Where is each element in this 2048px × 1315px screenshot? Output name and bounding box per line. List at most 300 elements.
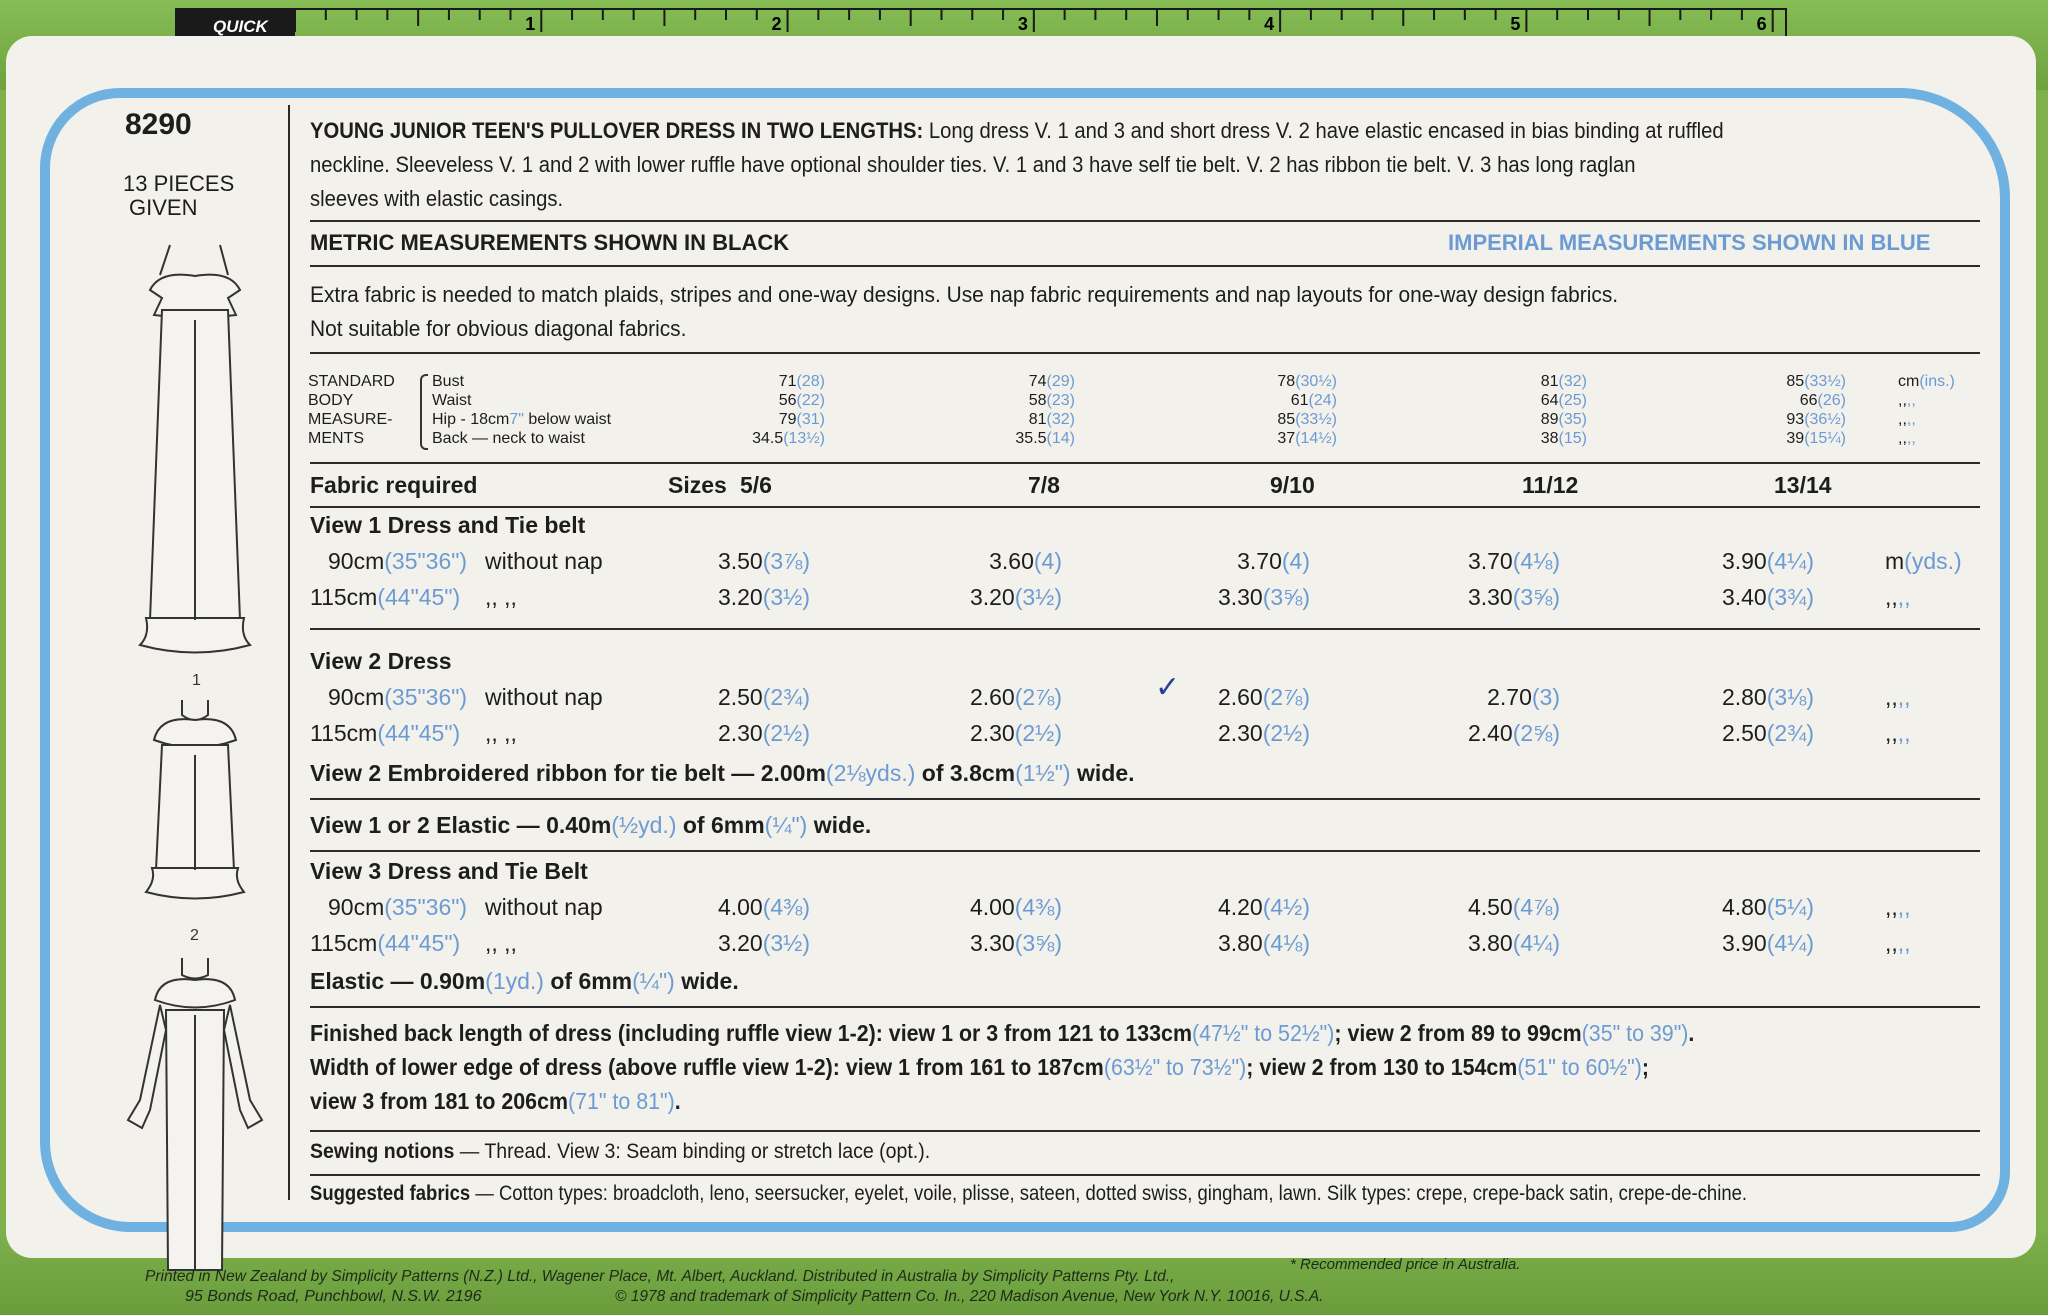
bm-value-imperial: (15) bbox=[1558, 430, 1587, 447]
elastic12-post: wide. bbox=[807, 812, 872, 838]
view3-amount-metric: 4.00 bbox=[717, 894, 763, 920]
view3-unit-metric: ,, bbox=[1885, 894, 1898, 920]
view1-amount bbox=[970, 584, 1062, 611]
finished-measurements bbox=[310, 1016, 1694, 1118]
view2-amount-metric: 2.60 bbox=[1217, 684, 1263, 710]
bm-value bbox=[1277, 410, 1337, 429]
rule-11 bbox=[310, 1174, 1980, 1176]
pieces-line2: GIVEN bbox=[129, 195, 198, 220]
footer-price: * Recommended price in Australia. bbox=[1290, 1256, 1521, 1273]
view2-unit-metric: ,, bbox=[1885, 720, 1898, 746]
bm-value-metric: 85 bbox=[1277, 411, 1296, 428]
view2-amount-imperial: (2¾) bbox=[1766, 720, 1814, 746]
rule-6 bbox=[310, 628, 1980, 630]
view2-amount bbox=[1468, 720, 1560, 747]
view1-amount bbox=[1468, 584, 1560, 611]
bm-row-labels bbox=[432, 372, 611, 448]
view2-amount bbox=[1722, 720, 1814, 747]
fin3a: view 3 from 181 to 206cm bbox=[310, 1088, 569, 1114]
view2-amount-imperial: (2⅝) bbox=[1512, 720, 1560, 746]
bm-value-metric: 79 bbox=[778, 411, 797, 428]
elastic3-pre: Elastic — 0.90m bbox=[310, 968, 486, 994]
view3-nap: without nap bbox=[485, 894, 603, 920]
bm-value bbox=[1786, 372, 1846, 391]
view2-amount-metric: 2.70 bbox=[1487, 684, 1532, 710]
bm-value-metric: 81 bbox=[1028, 411, 1047, 428]
view2-amount-imperial: (2⅞) bbox=[1014, 684, 1062, 710]
notions-label: Sewing notions bbox=[310, 1140, 455, 1163]
view1-heading: View 1 Dress and Tie belt bbox=[310, 512, 586, 538]
view3-amount-metric: 4.80 bbox=[1721, 894, 1767, 920]
view3-width bbox=[328, 894, 467, 921]
view3-unit-metric: ,, bbox=[1885, 930, 1898, 956]
bm-value-imperial: (35) bbox=[1558, 411, 1587, 428]
view3-elastic bbox=[310, 968, 739, 995]
bm-value-metric: 38 bbox=[1540, 430, 1559, 447]
view1-unit bbox=[1885, 548, 1962, 575]
bm-value-imperial: (25) bbox=[1558, 392, 1587, 409]
bm-brace bbox=[420, 374, 428, 450]
bm-value-metric: 37 bbox=[1277, 430, 1296, 447]
ruler-inch-label: 6 bbox=[1756, 14, 1767, 34]
bm-value-imperial: (23) bbox=[1046, 392, 1075, 409]
bm-value bbox=[752, 429, 825, 448]
ruler-inch-label: 5 bbox=[1510, 14, 1521, 34]
suggested-fabrics bbox=[310, 1182, 1747, 1206]
description bbox=[310, 114, 1724, 216]
view1-amount bbox=[718, 548, 810, 575]
view3-nap: ,, ,, bbox=[485, 930, 517, 956]
view3-dress-drawing bbox=[128, 958, 262, 1270]
bm-back-label: Back — neck to waist bbox=[432, 430, 585, 447]
view1-amount bbox=[1468, 548, 1560, 575]
description-title: YOUNG JUNIOR TEEN'S PULLOVER DRESS IN TWO LENGTHS: bbox=[310, 118, 924, 143]
fabric-note-line1: Extra fabric is needed to match plaids, stripes and one-way designs. Use nap fabric requirements and nap layouts for one-way design fabrics. bbox=[310, 282, 1619, 307]
bm-value bbox=[1015, 429, 1075, 448]
elastic12-blue1: (½yd.) bbox=[611, 812, 677, 838]
metric-header: METRIC MEASUREMENTS SHOWN IN BLACK bbox=[310, 230, 790, 255]
view1-amount-imperial: (3½) bbox=[762, 584, 810, 610]
check-mark: ✓ bbox=[1155, 671, 1181, 704]
rule-1 bbox=[310, 220, 1980, 222]
view1-amount bbox=[718, 584, 810, 611]
view3-unit bbox=[1885, 894, 1911, 921]
ruler-inch-label: 2 bbox=[771, 14, 782, 34]
ribbon-post: wide. bbox=[1070, 760, 1135, 786]
bm-value-imperial: (30½) bbox=[1295, 373, 1337, 390]
view3-heading: View 3 Dress and Tie Belt bbox=[310, 858, 588, 884]
rule-8 bbox=[310, 850, 1980, 852]
bm-value-imperial: (15¼) bbox=[1804, 430, 1846, 447]
rule-5 bbox=[310, 506, 1980, 508]
elastic12-mid: of 6mm bbox=[676, 812, 765, 838]
size-header: 7/8 bbox=[1028, 472, 1060, 498]
view1-amount-metric: 3.20 bbox=[717, 584, 763, 610]
bm-value bbox=[1029, 372, 1075, 391]
view1-label: 1 bbox=[192, 672, 201, 689]
bm-value-metric: 61 bbox=[1290, 392, 1309, 409]
bm-value-metric: 39 bbox=[1786, 430, 1805, 447]
view2-unit bbox=[1885, 720, 1911, 747]
view2-amount-metric: 2.50 bbox=[1721, 720, 1767, 746]
bm-value bbox=[1541, 429, 1587, 448]
envelope-content bbox=[60, 100, 1990, 1220]
ruler-inch-label: 3 bbox=[1017, 14, 1028, 34]
view1-amount bbox=[1722, 548, 1814, 575]
view1-amount-metric: 3.70 bbox=[1467, 548, 1513, 574]
bm-value-imperial: (29) bbox=[1046, 373, 1075, 390]
column-divider bbox=[288, 105, 290, 1200]
view1-unit-imperial: (yds.) bbox=[1904, 548, 1962, 574]
ribbon-pre: View 2 Embroidered ribbon for tie belt — 2.00m bbox=[310, 760, 826, 786]
description-line1: Long dress V. 1 and 3 and short dress V. 2 have elastic encased in bias binding at ruffled bbox=[928, 118, 1724, 143]
view3-amount-metric: 3.30 bbox=[969, 930, 1015, 956]
imperial-header: IMPERIAL MEASUREMENTS SHOWN IN BLUE bbox=[1448, 230, 1931, 255]
view1-unit-imperial: ,, bbox=[1897, 584, 1911, 610]
view2-nap: without nap bbox=[485, 684, 603, 710]
elastic3-blue1: (1yd.) bbox=[485, 968, 544, 994]
bm-value-imperial: (22) bbox=[796, 392, 825, 409]
view1-width bbox=[310, 584, 460, 611]
view3-amount bbox=[1468, 894, 1560, 921]
view3-amount bbox=[718, 894, 810, 921]
bm-value-imperial: (14½) bbox=[1295, 430, 1337, 447]
size-header: 5/6 bbox=[740, 472, 772, 498]
view1-amount-imperial: (3⅝) bbox=[1512, 584, 1560, 610]
view1-amount-imperial: (4⅛) bbox=[1512, 548, 1560, 574]
finished-line2 bbox=[310, 1050, 1694, 1084]
view2-heading: View 2 Dress bbox=[310, 648, 452, 674]
view2-amount bbox=[1218, 684, 1310, 711]
view3-unit-imperial: ,, bbox=[1897, 930, 1911, 956]
bm-value-imperial: (36½) bbox=[1804, 411, 1846, 428]
bm-value bbox=[1541, 410, 1587, 429]
view2-amount bbox=[970, 684, 1062, 711]
fabrics-text: — Cotton types: broadcloth, leno, seersucker, eyelet, voile, plisse, sateen, dotted swiss, gingham, lawn. Silk types: crepe, crepe-back satin, crepe-de-chine. bbox=[470, 1182, 1748, 1205]
view1-amount-metric: 3.40 bbox=[1721, 584, 1767, 610]
fabrics-label: Suggested fabrics bbox=[310, 1182, 471, 1205]
view3-width-metric: 115cm bbox=[310, 930, 378, 956]
view1-nap: ,, ,, bbox=[485, 584, 517, 610]
view3-amount bbox=[1468, 930, 1560, 957]
fin1e: . bbox=[1688, 1020, 1695, 1046]
bm-unit-imperial: (ins.) bbox=[1919, 373, 1955, 390]
pieces-line1: 13 PIECES bbox=[123, 171, 235, 196]
pattern-number: 8290 bbox=[125, 108, 192, 141]
view2-amount-metric: 2.40 bbox=[1467, 720, 1513, 746]
view2-amount-metric: 2.30 bbox=[717, 720, 763, 746]
bm-value-imperial: (33½) bbox=[1804, 373, 1846, 390]
bm-hip-label bbox=[432, 410, 611, 429]
bm-value bbox=[1541, 391, 1587, 410]
view3-amount bbox=[970, 894, 1062, 921]
elastic12-pre: View 1 or 2 Elastic — 0.40m bbox=[310, 812, 612, 838]
bm-unit-metric: ,, bbox=[1898, 411, 1907, 428]
bm-value-imperial: (14) bbox=[1046, 430, 1075, 447]
bm-waist-label: Waist bbox=[432, 392, 472, 409]
view2-amount-imperial: (3⅛) bbox=[1766, 684, 1814, 710]
fin2d: (51" to 60½") bbox=[1517, 1054, 1642, 1080]
view3-unit bbox=[1885, 930, 1911, 957]
elastic3-blue2: (¼") bbox=[632, 968, 675, 994]
view1-width-imperial: (35"36") bbox=[384, 548, 468, 574]
view1-unit bbox=[1885, 584, 1911, 611]
view3-amount bbox=[718, 930, 810, 957]
view1-amount-imperial: (3½) bbox=[1014, 584, 1062, 610]
bm-unit-metric: ,, bbox=[1898, 392, 1907, 409]
view2-nap: ,, ,, bbox=[485, 720, 517, 746]
ribbon-mid: of 3.8cm bbox=[915, 760, 1016, 786]
view1-amount-imperial: (4) bbox=[1033, 548, 1062, 574]
view1-amount-metric: 3.60 bbox=[989, 548, 1034, 574]
view3-width bbox=[310, 930, 460, 957]
view2-amount bbox=[970, 720, 1062, 747]
view3-amount bbox=[1722, 894, 1814, 921]
view3-unit-imperial: ,, bbox=[1897, 894, 1911, 920]
view3-amount-imperial: (4⅜) bbox=[1014, 894, 1062, 920]
fin2b: (63½" to 73½") bbox=[1103, 1054, 1247, 1080]
view2-amount-imperial: (2⅞) bbox=[1262, 684, 1310, 710]
fin1b: (47½" to 52½") bbox=[1191, 1020, 1335, 1046]
fin3c: . bbox=[674, 1088, 681, 1114]
fin2c: ; view 2 from 130 to 154cm bbox=[1246, 1054, 1518, 1080]
fin2a: Width of lower edge of dress (above ruffle view 1-2): view 1 from 161 to 187cm bbox=[310, 1054, 1104, 1080]
view1-amount-metric: 3.20 bbox=[969, 584, 1015, 610]
bm-value-metric: 85 bbox=[1786, 373, 1805, 390]
rule-10 bbox=[310, 1130, 1980, 1132]
bm-hip-pre: Hip - 18cm bbox=[432, 411, 510, 428]
bm-label-line: STANDARD bbox=[308, 373, 395, 390]
bm-value-metric: 71 bbox=[778, 373, 797, 390]
elastic12-blue2: (¼") bbox=[764, 812, 808, 838]
view3-amount-imperial: (4⅛) bbox=[1262, 930, 1310, 956]
fin1a: Finished back length of dress (including ruffle view 1-2): view 1 or 3 from 121 to 133cm bbox=[310, 1020, 1192, 1046]
view3-amount-metric: 4.20 bbox=[1217, 894, 1263, 920]
view1-amount-imperial: (4¼) bbox=[1766, 548, 1814, 574]
fin3b: (71" to 81") bbox=[568, 1088, 675, 1114]
view2-amount bbox=[1487, 684, 1560, 711]
view1-amount-metric: 3.90 bbox=[1721, 548, 1767, 574]
view1-unit-metric: m bbox=[1885, 548, 1905, 574]
fin1c: ; view 2 from 89 to 99cm bbox=[1334, 1020, 1582, 1046]
view2-label: 2 bbox=[190, 927, 199, 944]
view2-unit-metric: ,, bbox=[1885, 684, 1898, 710]
view3-width-imperial: (44"45") bbox=[377, 930, 461, 956]
bm-value bbox=[779, 410, 825, 429]
view2-amount-metric: 2.80 bbox=[1721, 684, 1767, 710]
view3-amount-metric: 3.80 bbox=[1467, 930, 1513, 956]
sewing-notions bbox=[310, 1140, 930, 1164]
view3-amount-imperial: (4⅞) bbox=[1512, 894, 1560, 920]
view2-width bbox=[328, 684, 467, 711]
view1-width-metric: 90cm bbox=[328, 548, 385, 574]
bm-value-metric: 34.5 bbox=[752, 430, 784, 447]
finished-line1 bbox=[310, 1016, 1694, 1050]
bm-unit-imperial: ,, bbox=[1906, 411, 1916, 428]
bm-value bbox=[1291, 391, 1337, 410]
bm-bust-label: Bust bbox=[432, 373, 465, 390]
view2-unit-imperial: ,, bbox=[1897, 720, 1911, 746]
bm-value bbox=[1277, 372, 1337, 391]
fin2e: ; bbox=[1641, 1054, 1650, 1080]
bm-value bbox=[1277, 429, 1337, 448]
bm-value-imperial: (26) bbox=[1817, 392, 1846, 409]
bm-hip-blue: 7" bbox=[509, 411, 524, 428]
view1-width bbox=[328, 548, 467, 575]
bm-value-imperial: (13½) bbox=[783, 430, 825, 447]
bm-unit-imperial: ,, bbox=[1906, 392, 1916, 409]
bm-unit bbox=[1898, 372, 1955, 391]
ribbon-blue2: (1½") bbox=[1015, 760, 1071, 786]
fabric-note-line2: Not suitable for obvious diagonal fabrics. bbox=[310, 316, 687, 341]
bm-unit bbox=[1898, 391, 1916, 410]
bm-unit-imperial: ,, bbox=[1906, 430, 1916, 447]
finished-line3 bbox=[310, 1084, 1694, 1118]
view3-amount bbox=[970, 930, 1062, 957]
rule-9 bbox=[310, 1006, 1980, 1008]
rule-4 bbox=[310, 462, 1980, 464]
rule-2 bbox=[310, 265, 1980, 267]
bm-value-imperial: (32) bbox=[1046, 411, 1075, 428]
view3-amount-metric: 3.20 bbox=[717, 930, 763, 956]
view1-amount-imperial: (4) bbox=[1281, 548, 1310, 574]
bm-unit-metric: ,, bbox=[1898, 430, 1907, 447]
bm-hip-post: below waist bbox=[523, 411, 612, 428]
view3-width-imperial: (35"36") bbox=[384, 894, 468, 920]
view3-amount-metric: 3.90 bbox=[1721, 930, 1767, 956]
bm-value-metric: 74 bbox=[1028, 373, 1047, 390]
bm-value-metric: 66 bbox=[1799, 392, 1818, 409]
view3-amount-imperial: (5¼) bbox=[1766, 894, 1814, 920]
bm-label-line: BODY bbox=[308, 392, 354, 409]
notions-text: — Thread. View 3: Seam binding or stretch lace (opt.). bbox=[454, 1140, 931, 1163]
ribbon-blue1: (2⅛yds.) bbox=[825, 760, 916, 786]
bm-value-metric: 89 bbox=[1540, 411, 1559, 428]
view2-width-imperial: (44"45") bbox=[377, 720, 461, 746]
bm-value-metric: 35.5 bbox=[1015, 430, 1047, 447]
bm-value-metric: 64 bbox=[1540, 392, 1559, 409]
view3-amount-imperial: (4½) bbox=[1262, 894, 1310, 920]
view2-unit bbox=[1885, 684, 1911, 711]
bm-unit bbox=[1898, 410, 1916, 429]
view1-amount-imperial: (3⅝) bbox=[1262, 584, 1310, 610]
footer-line2-right: © 1978 and trademark of Simplicity Pattern Co. In., 220 Madison Avenue, New York N.Y. 10016, U.S.A. bbox=[615, 1288, 1324, 1305]
bm-value-metric: 78 bbox=[1277, 373, 1296, 390]
view1-dress-drawing bbox=[140, 245, 250, 653]
bm-value-imperial: (31) bbox=[796, 411, 825, 428]
view1-amount-imperial: (3¾) bbox=[1766, 584, 1814, 610]
view1-amount bbox=[1722, 584, 1814, 611]
view3-amount-metric: 4.00 bbox=[969, 894, 1015, 920]
bm-value bbox=[1786, 429, 1846, 448]
view2-amount-metric: 2.60 bbox=[969, 684, 1015, 710]
bm-value-metric: 56 bbox=[778, 392, 797, 409]
bm-value-imperial: (24) bbox=[1308, 392, 1337, 409]
view2-unit-imperial: ,, bbox=[1897, 684, 1911, 710]
view3-amount-imperial: (3⅝) bbox=[1014, 930, 1062, 956]
bm-value-imperial: (33½) bbox=[1295, 411, 1337, 428]
view1-amount bbox=[1218, 584, 1310, 611]
bm-value bbox=[1029, 410, 1075, 429]
view1-width-metric: 115cm bbox=[310, 584, 378, 610]
elastic3-post: wide. bbox=[674, 968, 739, 994]
view1-amount-metric: 3.50 bbox=[717, 548, 763, 574]
view2-amount bbox=[1722, 684, 1814, 711]
view2-width bbox=[310, 720, 460, 747]
rule-3 bbox=[310, 352, 1980, 354]
view3-amount-imperial: (4¼) bbox=[1512, 930, 1560, 956]
view2-ribbon bbox=[310, 760, 1135, 787]
bm-value-imperial: (32) bbox=[1558, 373, 1587, 390]
elastic3-mid: of 6mm bbox=[543, 968, 633, 994]
view3-amount-imperial: (4¼) bbox=[1766, 930, 1814, 956]
view1-amount-metric: 3.30 bbox=[1467, 584, 1513, 610]
elastic-view12 bbox=[310, 812, 871, 839]
size-header: 11/12 bbox=[1522, 472, 1579, 498]
bm-value bbox=[1541, 372, 1587, 391]
view3-amount bbox=[1722, 930, 1814, 957]
view3-amount-metric: 4.50 bbox=[1467, 894, 1513, 920]
view1-amount-imperial: (3⅞) bbox=[762, 548, 810, 574]
view2-amount bbox=[718, 720, 810, 747]
view2-width-metric: 90cm bbox=[328, 684, 385, 710]
view3-amount-imperial: (4⅜) bbox=[762, 894, 810, 920]
bm-unit-metric: cm bbox=[1898, 373, 1920, 390]
bm-value bbox=[1029, 391, 1075, 410]
view2-amount-metric: 2.50 bbox=[717, 684, 763, 710]
bm-value-imperial: (28) bbox=[796, 373, 825, 390]
standard-body-measurements-label bbox=[308, 372, 395, 448]
size-header: 9/10 bbox=[1270, 472, 1315, 498]
view3-amount-imperial: (3½) bbox=[762, 930, 810, 956]
rule-7 bbox=[310, 798, 1980, 800]
footer-line1: Printed in New Zealand by Simplicity Patterns (N.Z.) Ltd., Wagener Place, Mt. Albert, Auckland. Distributed in Australia by Simplicity Patterns Pty. Ltd., bbox=[145, 1268, 1175, 1285]
fabric-note bbox=[310, 278, 1618, 346]
ruler-inch-label: 4 bbox=[1264, 14, 1275, 34]
view2-amount-imperial: (3) bbox=[1531, 684, 1560, 710]
bm-label-line: MEASURE- bbox=[308, 411, 393, 428]
view1-unit-metric: ,, bbox=[1885, 584, 1898, 610]
dress-view-illustrations bbox=[120, 240, 270, 1280]
view2-width-metric: 115cm bbox=[310, 720, 378, 746]
view3-amount bbox=[1218, 894, 1310, 921]
ruler-label-top: QUICK bbox=[213, 17, 268, 36]
view2-amount-metric: 2.30 bbox=[969, 720, 1015, 746]
fin1d: (35" to 39") bbox=[1581, 1020, 1689, 1046]
view2-amount-imperial: (2¾) bbox=[762, 684, 810, 710]
view3-amount bbox=[1218, 930, 1310, 957]
view1-amount-metric: 3.30 bbox=[1217, 584, 1263, 610]
view2-amount bbox=[1218, 720, 1310, 747]
view2-amount-imperial: (2½) bbox=[1014, 720, 1062, 746]
bm-value-metric: 58 bbox=[1028, 392, 1047, 409]
view1-amount-metric: 3.70 bbox=[1237, 548, 1282, 574]
view2-amount-metric: 2.30 bbox=[1217, 720, 1263, 746]
bm-value-metric: 93 bbox=[1786, 411, 1805, 428]
bm-unit bbox=[1898, 429, 1916, 448]
bm-label-line: MENTS bbox=[308, 430, 364, 447]
view1-amount bbox=[989, 548, 1062, 575]
bm-value bbox=[779, 391, 825, 410]
size-header: 13/14 bbox=[1774, 472, 1832, 498]
view1-amount bbox=[1237, 548, 1310, 575]
view2-width-imperial: (35"36") bbox=[384, 684, 468, 710]
view1-width-imperial: (44"45") bbox=[377, 584, 461, 610]
sizes-label: Sizes bbox=[668, 472, 727, 498]
description-line3: sleeves with elastic casings. bbox=[310, 186, 564, 211]
bm-value bbox=[1786, 410, 1846, 429]
view1-nap: without nap bbox=[485, 548, 603, 574]
